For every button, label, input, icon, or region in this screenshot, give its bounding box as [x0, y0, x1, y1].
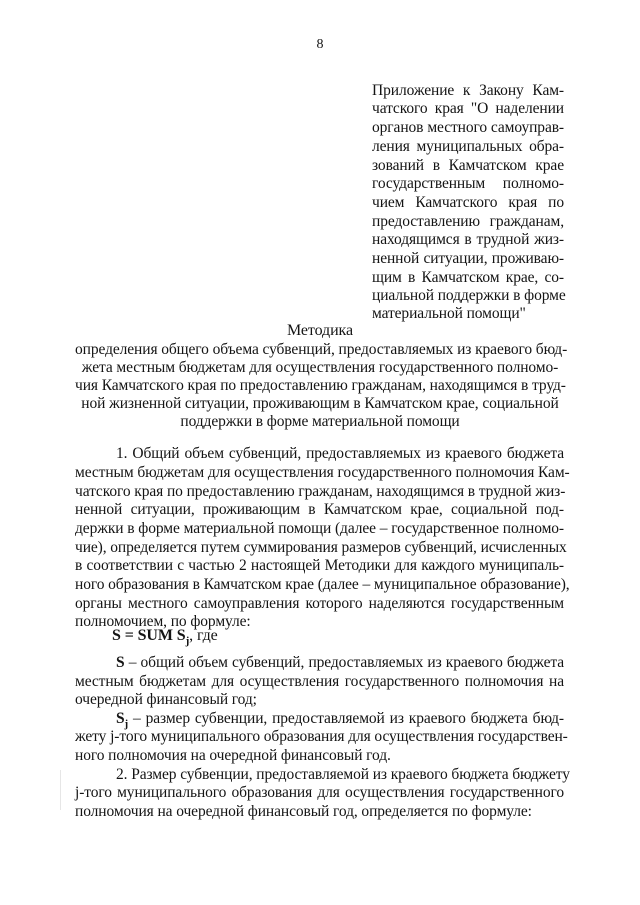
- definition-line: жету j-того муниципального образования для осуществления государствен-: [75, 728, 568, 745]
- appendix-line: предоставлению гражданам,: [372, 213, 564, 230]
- formula-sum: = SUM S: [120, 627, 186, 644]
- formula: [112, 627, 218, 650]
- formula-tail: , где: [189, 627, 218, 644]
- document-heading: Методика: [287, 322, 353, 339]
- appendix-line: ления муниципальных обра-: [372, 138, 564, 155]
- appendix-line: циальной поддержки в форме: [372, 287, 566, 304]
- scan-artifact: [60, 770, 61, 810]
- symbol-s: S: [116, 654, 125, 671]
- paragraph-line: ненной ситуации, проживающим в Камчатском крае, социальной под-: [75, 501, 564, 518]
- paragraph-line: в соответствии с частью 2 настоящей Методики для каждого муниципаль-: [75, 557, 564, 574]
- page-number: 8: [316, 37, 324, 52]
- appendix-line: чатского края "О наделении: [372, 100, 564, 117]
- paragraph-line: чие), определяется путем суммирования размеров субвенций, исчисленных: [75, 539, 567, 556]
- definition-line: очередной финансовый год;: [75, 691, 257, 708]
- paragraph-line: органы местного самоуправления которого наделяются государственным: [75, 595, 564, 612]
- definition-line: ного полномочия на очередной финансовый год.: [75, 747, 391, 764]
- definition-line: S – общий объем субвенций, предоставляемых из краевого бюджета: [116, 654, 564, 671]
- appendix-line: материальной помощи": [372, 305, 526, 322]
- appendix-line: находящимся в трудной жиз-: [372, 231, 564, 248]
- appendix-line: щим в Камчатском крае, со-: [372, 269, 564, 286]
- paragraph-line: полномочия на очередной финансовый год, определяется по формуле:: [75, 803, 532, 820]
- title-line: чия Камчатского края по предоставлению гражданам, находящимся в труд-: [75, 377, 566, 394]
- appendix-line: государственным полномо-: [372, 175, 564, 192]
- definition-line: местным бюджетам для осуществления государственного полномочия на: [75, 673, 564, 690]
- appendix-line: чием Камчатского края по: [372, 194, 564, 211]
- paragraph-line: держки в форме материальной помощи (далее – государственное полномо-: [75, 520, 564, 537]
- formula-subscript: j: [185, 635, 190, 648]
- paragraph-line: полномочием, по формуле:: [75, 613, 251, 630]
- paragraph-line: чатского края по предоставлению гражданам, находящимся в трудной жиз-: [75, 483, 566, 500]
- paragraph-line: ного образования в Камчатском крае (далее – муниципальное образование),: [75, 576, 570, 593]
- paragraph-line: 2. Размер субвенции, предоставляемой из краевого бюджета бюджету: [116, 766, 570, 783]
- appendix-line: органов местного самоуправ-: [372, 119, 564, 136]
- title-line: жета местным бюджетам для осуществления государственного полномо-: [81, 359, 559, 376]
- definition-line: $S_j$ – размер субвенции, предоставляемой из краевого бюджета бюд-: [116, 710, 564, 731]
- paragraph-line: j-того муниципального образования для осуществления государственного: [75, 784, 564, 801]
- symbol-sj: S: [116, 710, 125, 727]
- appendix-line: Приложение к Закону Кам-: [372, 82, 564, 99]
- formula-symbol: S: [112, 627, 121, 644]
- paragraph-line: местным бюджетам для осуществления государственного полномочия Кам-: [75, 464, 570, 481]
- appendix-line: зований в Камчатском крае: [372, 157, 564, 174]
- title-line: поддержки в форме материальной помощи: [180, 413, 460, 430]
- title-line: ной жизненной ситуации, проживающим в Камчатском крае, социальной: [81, 395, 559, 412]
- paragraph-line: 1. Общий объем субвенций, предоставляемых из краевого бюджета: [116, 445, 564, 462]
- title-line: определения общего объема субвенций, предоставляемых из краевого бюд-: [75, 341, 568, 358]
- appendix-line: ненной ситуации, проживаю-: [372, 250, 564, 267]
